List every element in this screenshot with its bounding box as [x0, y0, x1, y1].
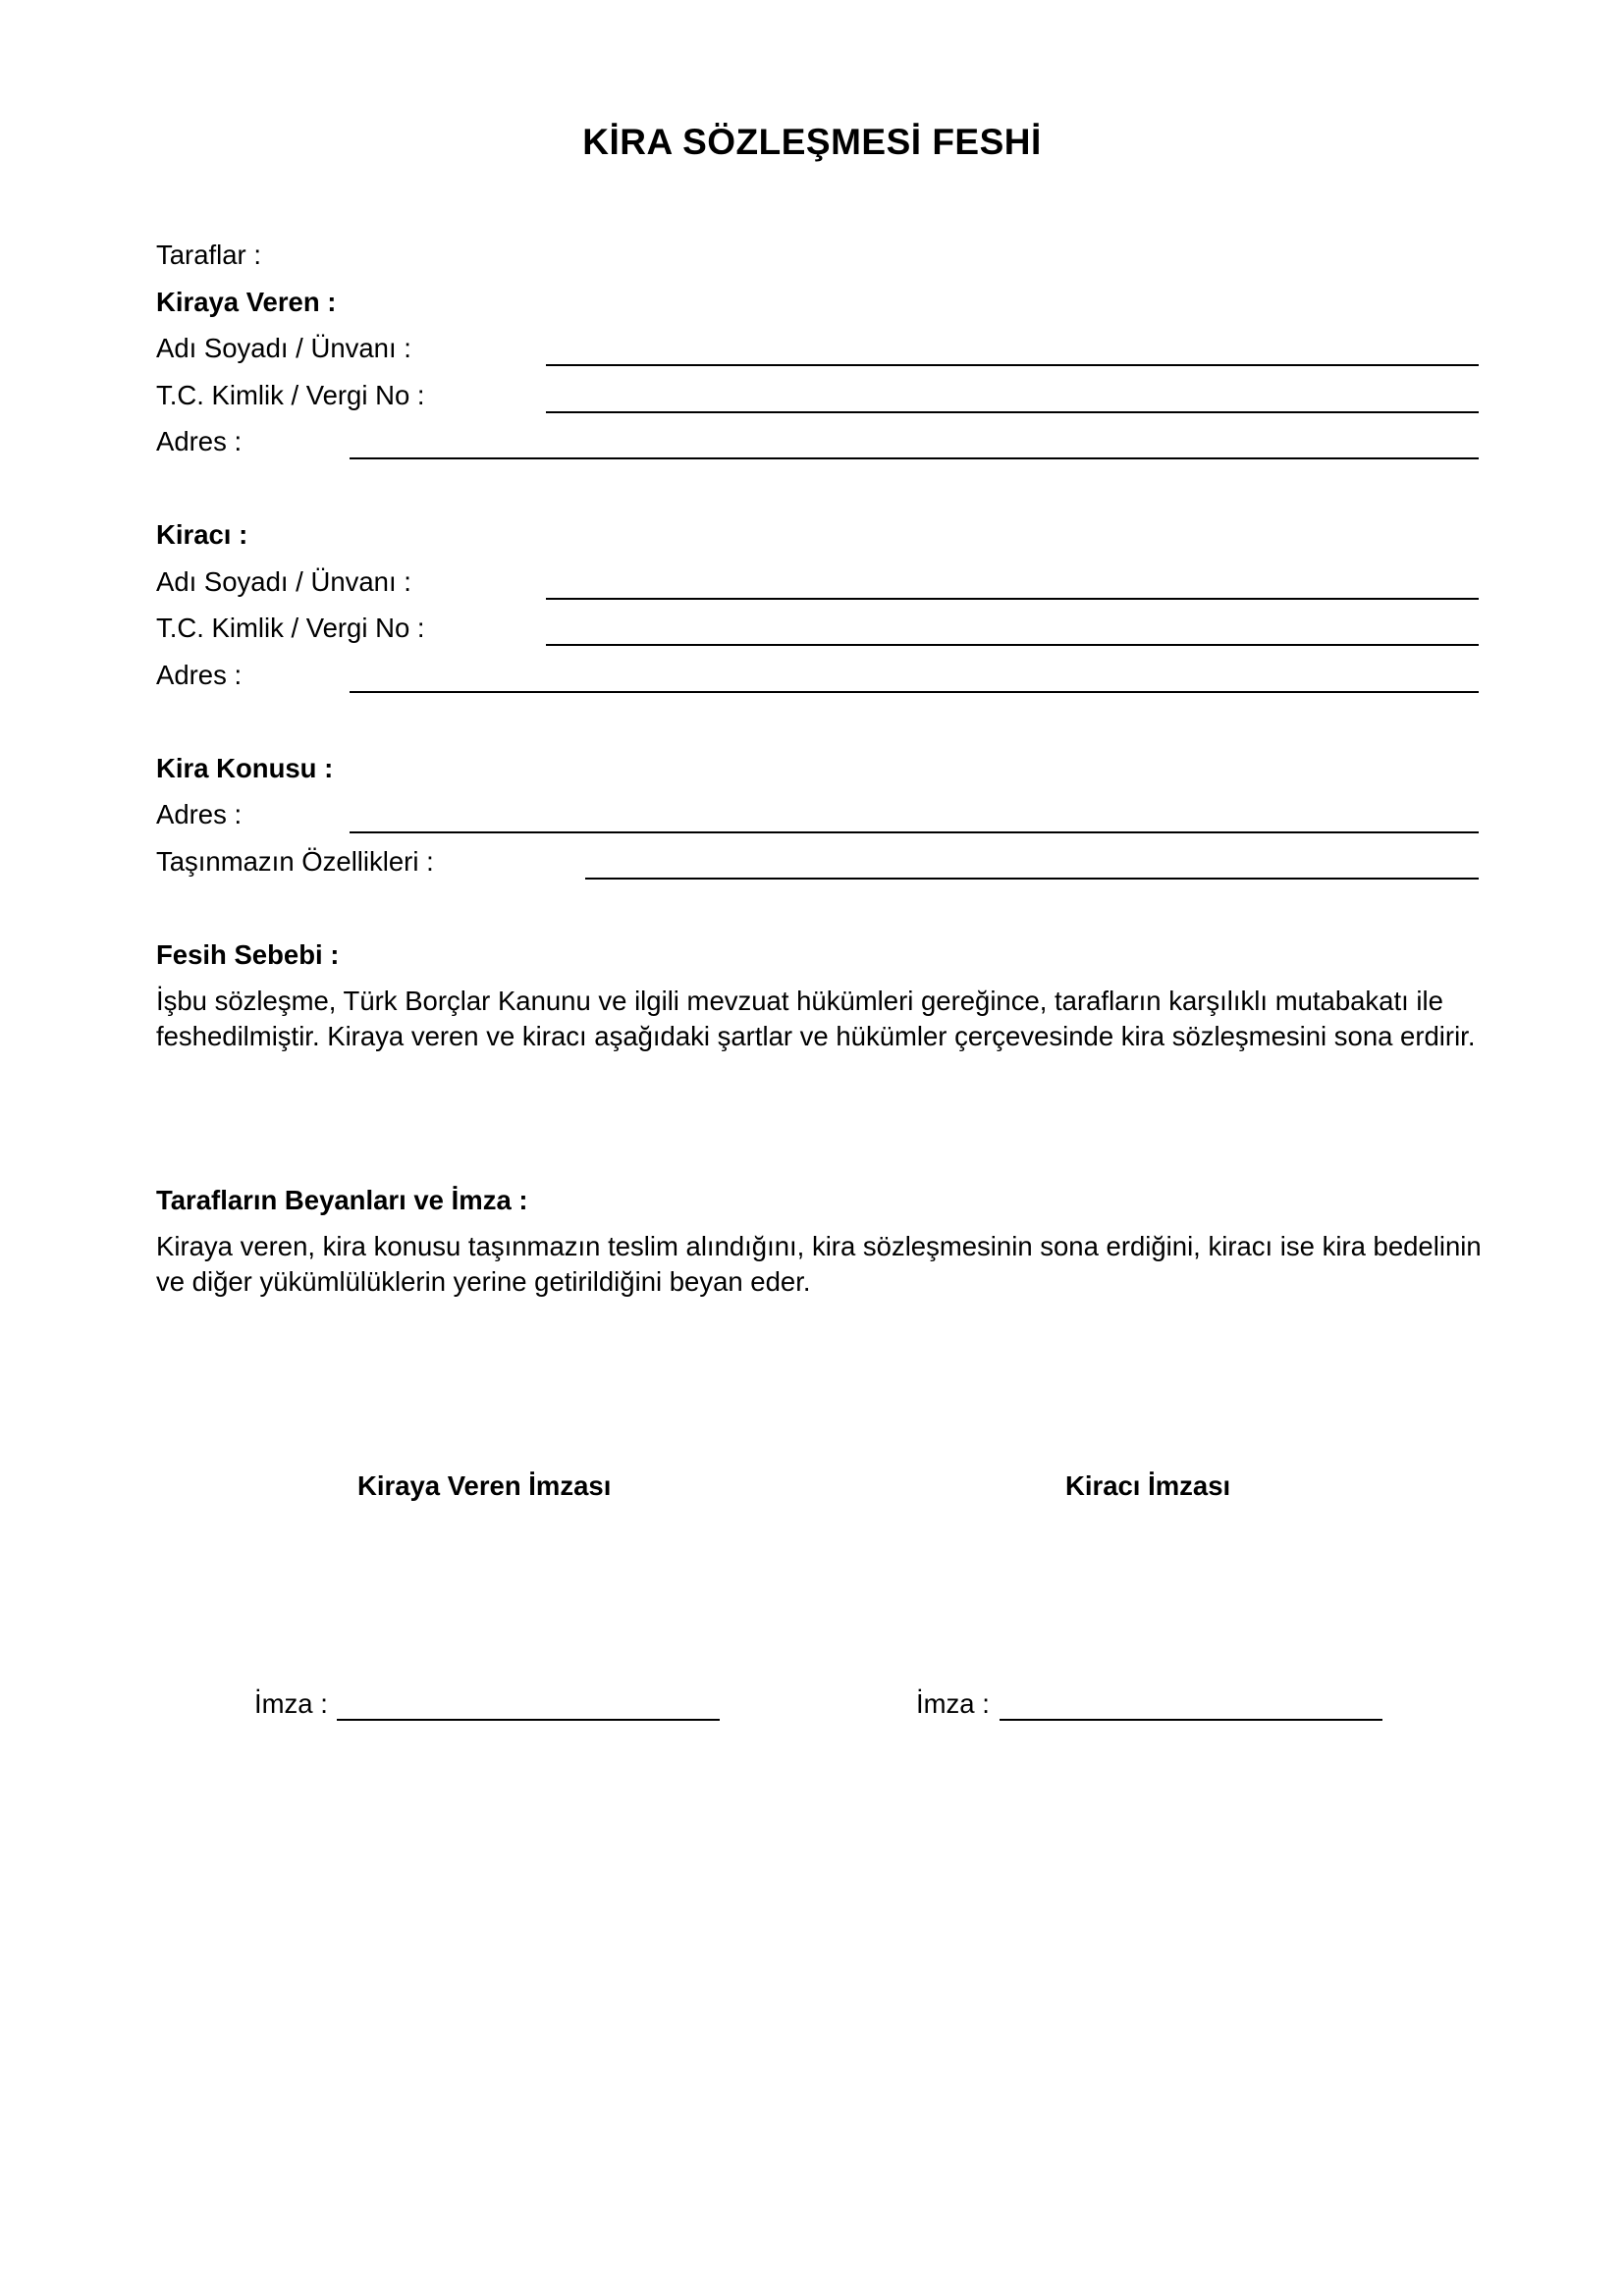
property-features-field-line: [585, 878, 1479, 880]
tenant-address-label: Adres :: [156, 660, 243, 690]
property-heading: Kira Konusu :: [156, 753, 334, 783]
termination-heading: Fesih Sebebi :: [156, 939, 340, 970]
landlord-heading: Kiraya Veren :: [156, 287, 337, 317]
landlord-address-field-line: [350, 457, 1479, 459]
tenant-id-field-line: [546, 644, 1479, 646]
landlord-sign-label: İmza :: [254, 1688, 328, 1719]
tenant-id-label: T.C. Kimlik / Vergi No :: [156, 613, 425, 643]
landlord-name-label: Adı Soyadı / Ünvanı :: [156, 333, 411, 363]
termination-text: İşbu sözleşme, Türk Borçlar Kanunu ve ilgili mevzuat hükümleri gereğince, tarafların karşılıklı mutabakatı ile feshedilmiştir. Kiraya veren ve kiracı aşağıdaki şartlar ve hükümler çerçevesinde kira sözleşmesini sona erdirir.: [156, 986, 1476, 1051]
landlord-sign-line: [337, 1719, 720, 1721]
property-address-label: Adres :: [156, 799, 243, 829]
tenant-sign-line: [1000, 1719, 1382, 1721]
declarations-heading: Tarafların Beyanları ve İmza :: [156, 1185, 528, 1215]
landlord-address-label: Adres :: [156, 426, 243, 456]
tenant-name-field-line: [546, 598, 1479, 600]
tenant-sign-label: İmza :: [916, 1688, 990, 1719]
landlord-signature-heading: Kiraya Veren İmzası: [357, 1470, 612, 1501]
landlord-id-label: T.C. Kimlik / Vergi No :: [156, 380, 425, 410]
landlord-name-field-line: [546, 364, 1479, 366]
tenant-heading: Kiracı :: [156, 519, 248, 550]
declarations-text: Kiraya veren, kira konusu taşınmazın teslim alındığını, kira sözleşmesinin sona erdiğini, kiracı ise kira bedelinin ve diğer yükümlülüklerin yerine getirildiğini beyan eder.: [156, 1231, 1482, 1297]
tenant-signature-heading: Kiracı İmzası: [1065, 1470, 1231, 1501]
property-address-field-line: [350, 831, 1479, 833]
tenant-name-label: Adı Soyadı / Ünvanı :: [156, 566, 411, 597]
parties-label: Taraflar :: [156, 240, 261, 270]
tenant-address-field-line: [350, 691, 1479, 693]
property-features-label: Taşınmazın Özellikleri :: [156, 846, 434, 877]
landlord-id-field-line: [546, 411, 1479, 413]
document-title: KİRA SÖZLEŞMESİ FESHİ: [582, 122, 1042, 162]
